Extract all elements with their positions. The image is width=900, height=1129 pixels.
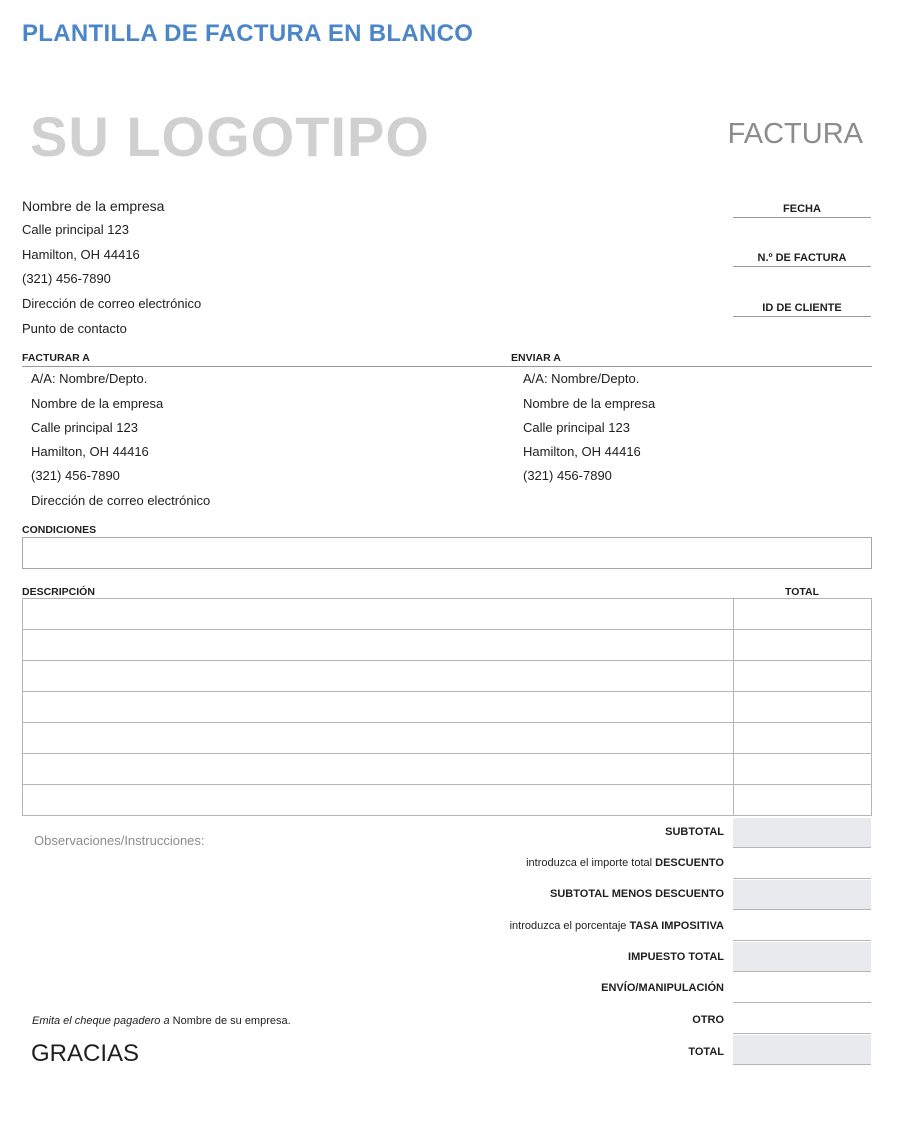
notes-label: Observaciones/Instrucciones: (34, 833, 205, 848)
line-items-table (22, 598, 872, 816)
discount-field[interactable] (733, 849, 871, 879)
total-tax-label: IMPUESTO TOTAL (628, 951, 724, 963)
table-row (23, 754, 872, 785)
description-cell[interactable] (23, 661, 734, 692)
company-street: Calle principal 123 (22, 222, 129, 237)
description-cell[interactable] (23, 692, 734, 723)
description-header: DESCRIPCIÓN (22, 586, 95, 598)
company-contact: Punto de contacto (22, 321, 127, 336)
thank-you-text: GRACIAS (31, 1040, 140, 1067)
date-label: FECHA (733, 203, 871, 218)
total-cell[interactable] (734, 661, 872, 692)
table-row (23, 723, 872, 754)
bill-ship-divider (22, 366, 872, 367)
total-label: TOTAL (688, 1046, 724, 1058)
company-city: Hamilton, OH 44416 (22, 247, 140, 262)
terms-heading: CONDICIONES (22, 524, 97, 536)
company-phone: (321) 456-7890 (22, 271, 111, 286)
bill-to-line: (321) 456-7890 (31, 468, 120, 483)
total-field[interactable] (733, 1035, 871, 1065)
shipping-label: ENVÍO/MANIPULACIÓN (601, 982, 724, 994)
ship-to-line: Nombre de la empresa (523, 396, 656, 411)
table-row (23, 785, 872, 816)
company-email: Dirección de correo electrónico (22, 296, 202, 311)
subtotal-less-discount-field[interactable] (733, 880, 871, 910)
table-row (23, 692, 872, 723)
subtotal-less-discount-label: SUBTOTAL MENOS DESCUENTO (550, 888, 724, 900)
total-cell[interactable] (734, 723, 872, 754)
ship-to-line: Hamilton, OH 44416 (523, 444, 641, 459)
company-name: Nombre de la empresa (22, 198, 165, 214)
payment-instructions: Emita el cheque pagadero a Nombre de su empresa. (32, 1015, 291, 1027)
bill-to-line: A/A: Nombre/Depto. (31, 371, 148, 386)
other-label: OTRO (692, 1014, 724, 1026)
subtotal-label: SUBTOTAL (665, 826, 724, 838)
bill-to-line: Calle principal 123 (31, 420, 138, 435)
table-row (23, 661, 872, 692)
ship-to-heading: ENVIAR A (511, 352, 561, 364)
table-row (23, 630, 872, 661)
total-cell[interactable] (734, 785, 872, 816)
total-cell[interactable] (734, 599, 872, 630)
description-cell[interactable] (23, 630, 734, 661)
other-field[interactable] (733, 1004, 871, 1034)
total-header: TOTAL (784, 586, 820, 598)
total-tax-field[interactable] (733, 942, 871, 972)
client-id-label: ID DE CLIENTE (733, 302, 871, 317)
invoice-number-label: N.º DE FACTURA (733, 252, 871, 267)
ship-to-line: A/A: Nombre/Depto. (523, 371, 640, 386)
total-cell[interactable] (734, 692, 872, 723)
bill-to-line: Nombre de la empresa (31, 396, 164, 411)
description-cell[interactable] (23, 723, 734, 754)
description-cell[interactable] (23, 599, 734, 630)
tax-rate-label: introduzca el porcentaje TASA IMPOSITIVA (509, 920, 724, 932)
bill-to-heading: FACTURAR A (22, 352, 90, 364)
bill-to-line: Dirección de correo electrónico (31, 493, 211, 508)
shipping-field[interactable] (733, 973, 871, 1003)
ship-to-line: (321) 456-7890 (523, 468, 612, 483)
logo-placeholder: SU LOGOTIPO (30, 105, 430, 168)
description-cell[interactable] (23, 785, 734, 816)
tax-rate-field[interactable] (733, 911, 871, 941)
template-title: PLANTILLA DE FACTURA EN BLANCO (22, 20, 474, 47)
bill-to-line: Hamilton, OH 44416 (31, 444, 149, 459)
table-row (23, 599, 872, 630)
discount-label: introduzca el importe total DESCUENTO (526, 857, 724, 869)
total-cell[interactable] (734, 754, 872, 785)
terms-field[interactable] (22, 537, 872, 569)
ship-to-line: Calle principal 123 (523, 420, 630, 435)
document-type: FACTURA (727, 118, 863, 150)
total-cell[interactable] (734, 630, 872, 661)
subtotal-field[interactable] (733, 818, 871, 848)
description-cell[interactable] (23, 754, 734, 785)
